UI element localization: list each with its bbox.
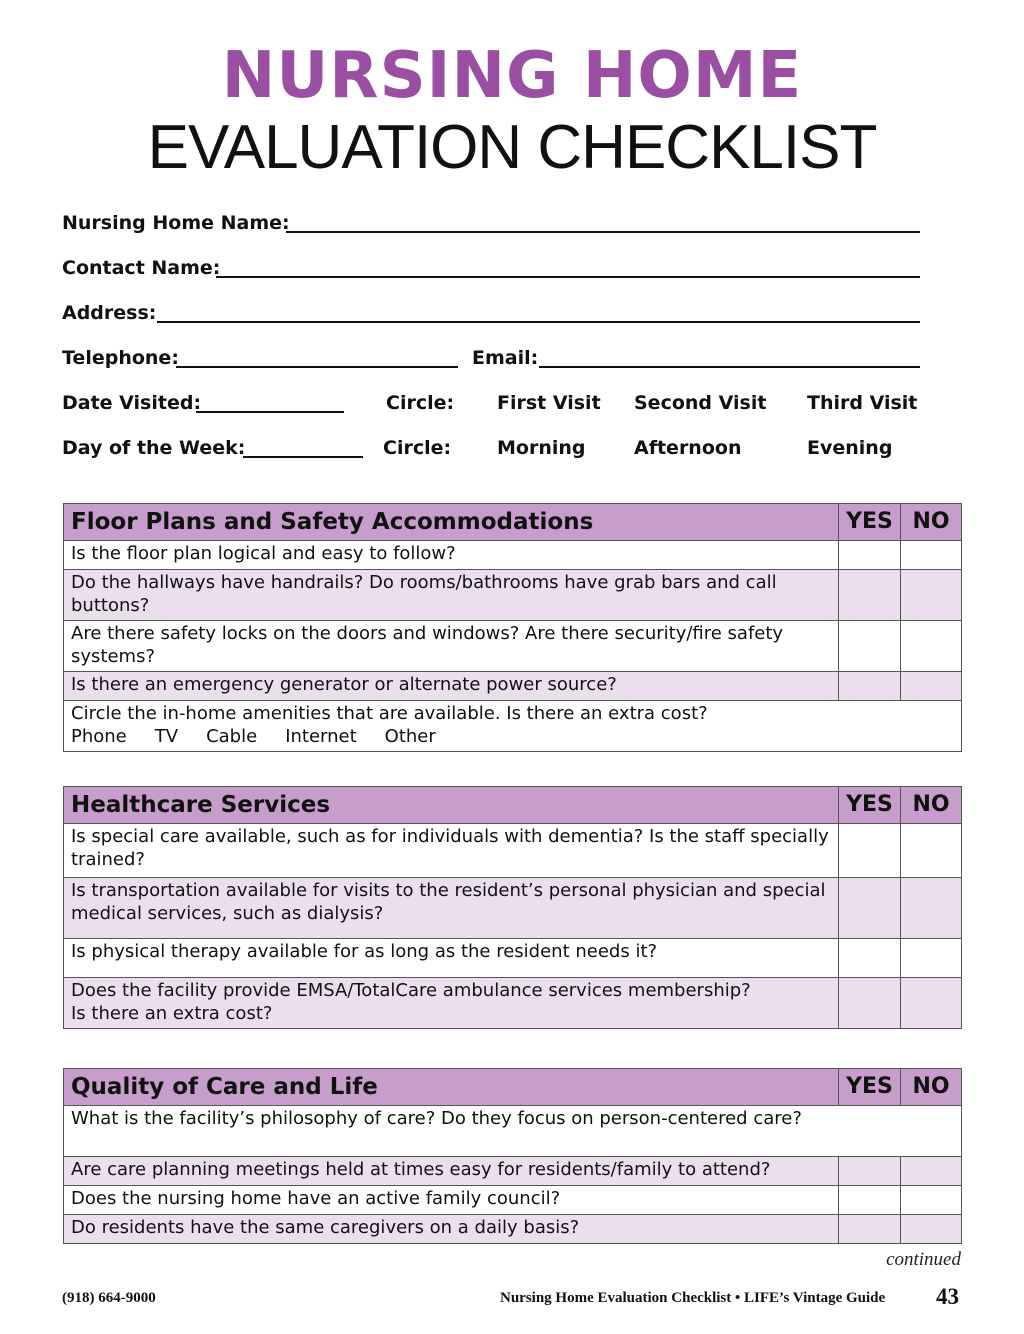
quality-of-care-table — [63, 1068, 962, 1244]
question-text-group — [64, 978, 839, 1029]
day-of-week-field[interactable] — [243, 456, 363, 458]
day-of-week-label: Day of the Week: — [62, 437, 246, 459]
yes-column-header: YES — [839, 504, 901, 541]
footer-guide-name: LIFE’s Vintage Guide — [744, 1290, 886, 1306]
section-title: Quality of Care and Life — [64, 1069, 839, 1106]
email-label: Email: — [472, 347, 539, 369]
no-column-header: NO — [901, 504, 962, 541]
amenity-cable[interactable]: Cable — [206, 726, 258, 747]
second-visit-option[interactable]: Second Visit — [634, 392, 767, 414]
amenity-phone[interactable]: Phone — [71, 726, 127, 747]
page-title: NURSING HOME — [221, 39, 803, 113]
footer-guide-title — [500, 1290, 885, 1307]
no-checkbox[interactable] — [901, 621, 962, 672]
table-row — [64, 1106, 962, 1157]
amenity-internet[interactable]: Internet — [285, 726, 357, 747]
nursing-home-name-field[interactable] — [286, 231, 920, 233]
table-row — [64, 939, 962, 978]
first-visit-option[interactable]: First Visit — [497, 392, 601, 414]
nursing-home-name-label: Nursing Home Name: — [62, 212, 290, 234]
amenities-cell — [64, 701, 962, 752]
question-text: Is transportation available for visits to the resident’s personal physician and special medical services, such as dialysis? — [64, 878, 839, 939]
yes-checkbox[interactable] — [839, 939, 901, 978]
section-title: Floor Plans and Safety Accommodations — [64, 504, 839, 541]
continued-note: continued — [886, 1249, 961, 1270]
yes-checkbox[interactable] — [839, 570, 901, 621]
no-checkbox[interactable] — [901, 824, 962, 878]
evening-option[interactable]: Evening — [807, 437, 893, 459]
no-checkbox[interactable] — [901, 1186, 962, 1215]
table-row — [64, 570, 962, 621]
question-text: Does the facility provide EMSA/TotalCare ambulance services membership? — [71, 980, 751, 1001]
amenity-tv[interactable]: TV — [154, 726, 179, 747]
floor-plans-table — [63, 503, 962, 752]
question-text: Does the nursing home have an active family council? — [64, 1186, 839, 1215]
no-checkbox[interactable] — [901, 1215, 962, 1244]
question-text: Do the hallways have handrails? Do rooms/bathrooms have grab bars and call buttons? — [64, 570, 839, 621]
question-text: Are care planning meetings held at times easy for residents/family to attend? — [64, 1157, 839, 1186]
no-column-header: NO — [901, 787, 962, 824]
healthcare-services-table — [63, 786, 962, 1029]
yes-checkbox[interactable] — [839, 878, 901, 939]
yes-checkbox[interactable] — [839, 978, 901, 1029]
email-field[interactable] — [539, 366, 920, 368]
table-row — [64, 824, 962, 878]
contact-name-label: Contact Name: — [62, 257, 221, 279]
question-text: Is physical therapy available for as long as the resident needs it? — [64, 939, 839, 978]
yes-checkbox[interactable] — [839, 1186, 901, 1215]
no-checkbox[interactable] — [901, 541, 962, 570]
table-row — [64, 978, 962, 1029]
table-row — [64, 541, 962, 570]
amenity-other[interactable]: Other — [384, 726, 436, 747]
address-field[interactable] — [157, 321, 920, 323]
no-checkbox[interactable] — [901, 1157, 962, 1186]
no-checkbox[interactable] — [901, 878, 962, 939]
question-text: Is special care available, such as for individuals with dementia? Is the staff specially trained? — [64, 824, 839, 878]
no-column-header: NO — [901, 1069, 962, 1106]
no-checkbox[interactable] — [901, 939, 962, 978]
yes-column-header: YES — [839, 1069, 901, 1106]
question-text: Circle the in-home amenities that are available. Is there an extra cost? — [71, 703, 708, 724]
yes-checkbox[interactable] — [839, 672, 901, 701]
footer-checklist-name: Nursing Home Evaluation Checklist — [500, 1290, 732, 1306]
table-row — [64, 672, 962, 701]
table-row — [64, 1186, 962, 1215]
date-visited-field[interactable] — [196, 411, 344, 413]
question-text: Are there safety locks on the doors and windows? Are there security/fire safety systems? — [64, 621, 839, 672]
table-row — [64, 701, 962, 752]
table-row — [64, 621, 962, 672]
table-row — [64, 1157, 962, 1186]
yes-column-header: YES — [839, 787, 901, 824]
bullet-separator: • — [735, 1290, 741, 1306]
question-text: Do residents have the same caregivers on a daily basis? — [64, 1215, 839, 1244]
address-label: Address: — [62, 302, 157, 324]
table-row — [64, 878, 962, 939]
morning-option[interactable]: Morning — [497, 437, 586, 459]
yes-checkbox[interactable] — [839, 541, 901, 570]
section-header — [64, 787, 962, 824]
section-header — [64, 504, 962, 541]
yes-checkbox[interactable] — [839, 621, 901, 672]
yes-checkbox[interactable] — [839, 1157, 901, 1186]
afternoon-option[interactable]: Afternoon — [634, 437, 742, 459]
date-visited-label: Date Visited: — [62, 392, 202, 414]
amenities-options — [71, 725, 954, 748]
no-checkbox[interactable] — [901, 672, 962, 701]
footer-phone: (918) 664-9000 — [62, 1290, 156, 1306]
no-checkbox[interactable] — [901, 570, 962, 621]
section-title: Healthcare Services — [64, 787, 839, 824]
section-header — [64, 1069, 962, 1106]
telephone-field[interactable] — [176, 366, 458, 368]
yes-checkbox[interactable] — [839, 1215, 901, 1244]
question-text: Is there an emergency generator or alternate power source? — [64, 672, 839, 701]
page-subtitle: EVALUATION CHECKLIST — [147, 113, 877, 182]
question-text: Is the floor plan logical and easy to follow? — [64, 541, 839, 570]
question-text: What is the facility’s philosophy of care? Do they focus on person-centered care? — [64, 1106, 962, 1157]
question-text: Is there an extra cost? — [71, 1003, 273, 1024]
page-number: 43 — [936, 1284, 959, 1309]
yes-checkbox[interactable] — [839, 824, 901, 878]
no-checkbox[interactable] — [901, 978, 962, 1029]
contact-name-field[interactable] — [216, 276, 920, 278]
visit-circle-label: Circle: — [386, 392, 455, 414]
telephone-label: Telephone: — [62, 347, 179, 369]
time-circle-label: Circle: — [383, 437, 452, 459]
third-visit-option[interactable]: Third Visit — [807, 392, 918, 414]
table-row — [64, 1215, 962, 1244]
